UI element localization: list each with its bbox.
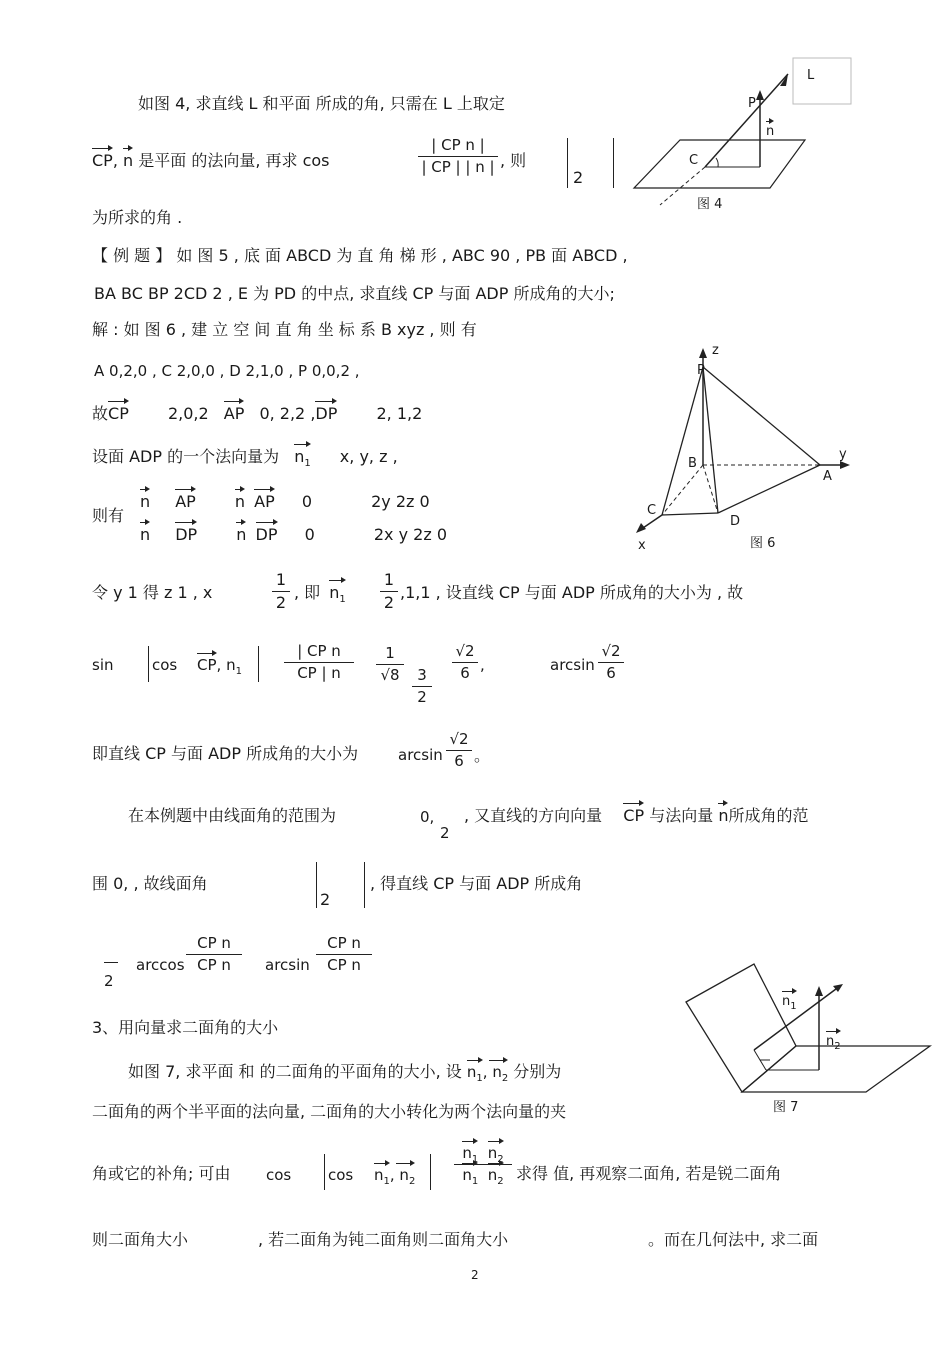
example-then-have: 则有 xyxy=(92,506,125,525)
sec3-line1: 如图 7, 求平面 和 的二面角的平面角的大小, 设 $n_1$ , $n_2$ 分别为 xyxy=(128,1064,561,1080)
example-vectors: 故 CP 2,0,2 AP 0, 2,2 , DP 2, 1,2 xyxy=(92,406,422,422)
fig6-label-P: P xyxy=(697,363,705,378)
arccos-label: arccos xyxy=(136,956,185,974)
conclusion-fraction: √2 6 xyxy=(446,732,472,769)
sin-fraction-2: 1 √8 xyxy=(376,646,404,683)
fig7-caption: 图 7 xyxy=(773,1100,799,1115)
example-solve-mid: , 即 $n_1$ xyxy=(294,585,346,601)
fig6-caption: 图 6 xyxy=(750,536,776,551)
sec3-cos: cos xyxy=(266,1166,292,1184)
p1-line1: 如图 4, 求直线 L 和平面 所成的角, 只需在 L 上取定 xyxy=(138,94,505,113)
example-line3: 解 : 如 图 6 , 建 立 空 间 直 角 坐 标 系 B xyz , 则 有 xyxy=(92,320,477,339)
section-3-title: 3、用向量求二面角的大小 xyxy=(92,1018,279,1037)
period: 。 xyxy=(474,746,491,765)
conclusion-arcsin: arcsin xyxy=(398,746,443,764)
fig6-label-y: y xyxy=(839,447,847,462)
sec3-cos-2: cos xyxy=(328,1166,354,1184)
p1-half-den: 2 xyxy=(573,168,584,187)
fig7-label-n1: $n_1$ xyxy=(782,994,797,1009)
example-line1: 【 例 题 】 如 图 5 , 底 面 ABCD 为 直 角 梯 形 , ABC 90 , PB 面 ABCD , xyxy=(92,246,628,265)
system-row2: n DP n DP 0 2x y 2z 0 xyxy=(140,527,447,543)
arcsin-label-2: arcsin xyxy=(265,956,310,974)
p2-line1a: 在本例题中由线面角的范围为 xyxy=(128,806,337,825)
cos-label: cos xyxy=(152,656,178,674)
fig6-label-D: D xyxy=(730,514,741,529)
sin-fraction-3: 3 2 xyxy=(412,668,432,705)
p2-line2a: 围 0, , 故线面角 xyxy=(92,874,208,893)
fig6-label-C: C xyxy=(647,503,657,518)
fig4-caption: 图 4 xyxy=(697,197,723,212)
vec-cp: CP xyxy=(92,153,113,169)
sin-fraction-1: | CP n CP | n xyxy=(284,644,354,681)
example-conclusion: 即直线 CP 与面 ADP 所成角的大小为 xyxy=(92,744,359,763)
sec3-line4b: , 若二面角为钝二面角则二面角大小 xyxy=(258,1230,509,1249)
sec3-cos-fraction: $n_1$ $n_2$ $n_1$ $n_2$ xyxy=(454,1146,512,1183)
example-normal-def: 设面 ADP 的一个法向量为 $n_1$ x, y, z , xyxy=(92,449,398,465)
sin-fraction-4: √2 6 xyxy=(452,644,478,681)
p1-cos-fraction: | CP n | | CP | | n | xyxy=(418,138,498,175)
sec3-line2: 二面角的两个半平面的法向量, 二面角的大小转化为两个法向量的夹 xyxy=(92,1102,567,1121)
sec3-line4c: 。而在几何法中, 求二面 xyxy=(648,1230,819,1249)
sec3-line3b: 求得 值, 再观察二面角, 若是锐二面角 xyxy=(516,1164,782,1183)
fig6-label-z: z xyxy=(712,343,719,358)
example-solve-line: 令 y 1 得 z 1 , x xyxy=(92,583,213,602)
fig4-label-n: n xyxy=(766,124,774,139)
p1-line3: 为所求的角 . xyxy=(92,208,183,227)
example-line2: BA BC BP 2CD 2 , E 为 PD 的中点, 求直线 CP 与面 ADP 所成角的大小; xyxy=(94,284,615,303)
fig7-label-n2: $n_2$ xyxy=(826,1034,841,1049)
sin-label: sin xyxy=(92,656,114,674)
p1-line2: CP, n 是平面 的法向量, 再求 cos xyxy=(92,153,330,169)
frac-half: 1 2 xyxy=(272,572,290,611)
arcsin-fraction: √2 6 xyxy=(598,644,624,681)
cos-vectors: CP, $n_1$ xyxy=(197,658,242,673)
p2-line1c: , 又直线的方向向量 CP 与法向量 n所成角的范 xyxy=(464,808,808,824)
sec3-line3a: 角或它的补角; 可由 xyxy=(92,1164,231,1183)
p2-range: 0, xyxy=(420,808,435,826)
fig6-label-A: A xyxy=(823,469,832,484)
p2-range-den: 2 xyxy=(440,824,450,842)
fig4-label-L: L xyxy=(807,68,815,83)
fig4-label-C: C xyxy=(689,153,699,168)
p2-line2b: , 得直线 CP 与面 ADP 所成角 xyxy=(370,874,583,893)
fig6-label-x: x xyxy=(638,538,646,553)
system-row1: n AP n AP 0 2y 2z 0 xyxy=(140,494,430,510)
example-coords: A 0,2,0 , C 2,0,0 , D 2,1,0 , P 0,0,2 , xyxy=(94,362,360,380)
arccos-fraction: CP n CP n xyxy=(186,936,242,973)
arcsin-fraction-2: CP n CP n xyxy=(316,936,372,973)
fig4-label-P: P xyxy=(748,96,756,111)
example-solve-tail: ,1,1 , 设直线 CP 与面 ADP 所成角的大小为 , 故 xyxy=(400,583,744,602)
p2-half: 2 xyxy=(320,890,331,909)
frac-half: 1 2 xyxy=(380,572,398,611)
p2-half-2: 2 xyxy=(104,972,114,990)
fig6-label-B: B xyxy=(688,456,697,471)
arcsin-label: arcsin xyxy=(550,656,595,674)
vec-n: n xyxy=(123,153,133,169)
comma: , xyxy=(480,656,485,674)
sec3-line4a: 则二面角大小 xyxy=(92,1230,189,1249)
p1-then: , 则 xyxy=(500,151,527,170)
page-number: 2 xyxy=(471,1268,479,1282)
sec3-vectors: $n_1$ , $n_2$ xyxy=(374,1168,415,1183)
